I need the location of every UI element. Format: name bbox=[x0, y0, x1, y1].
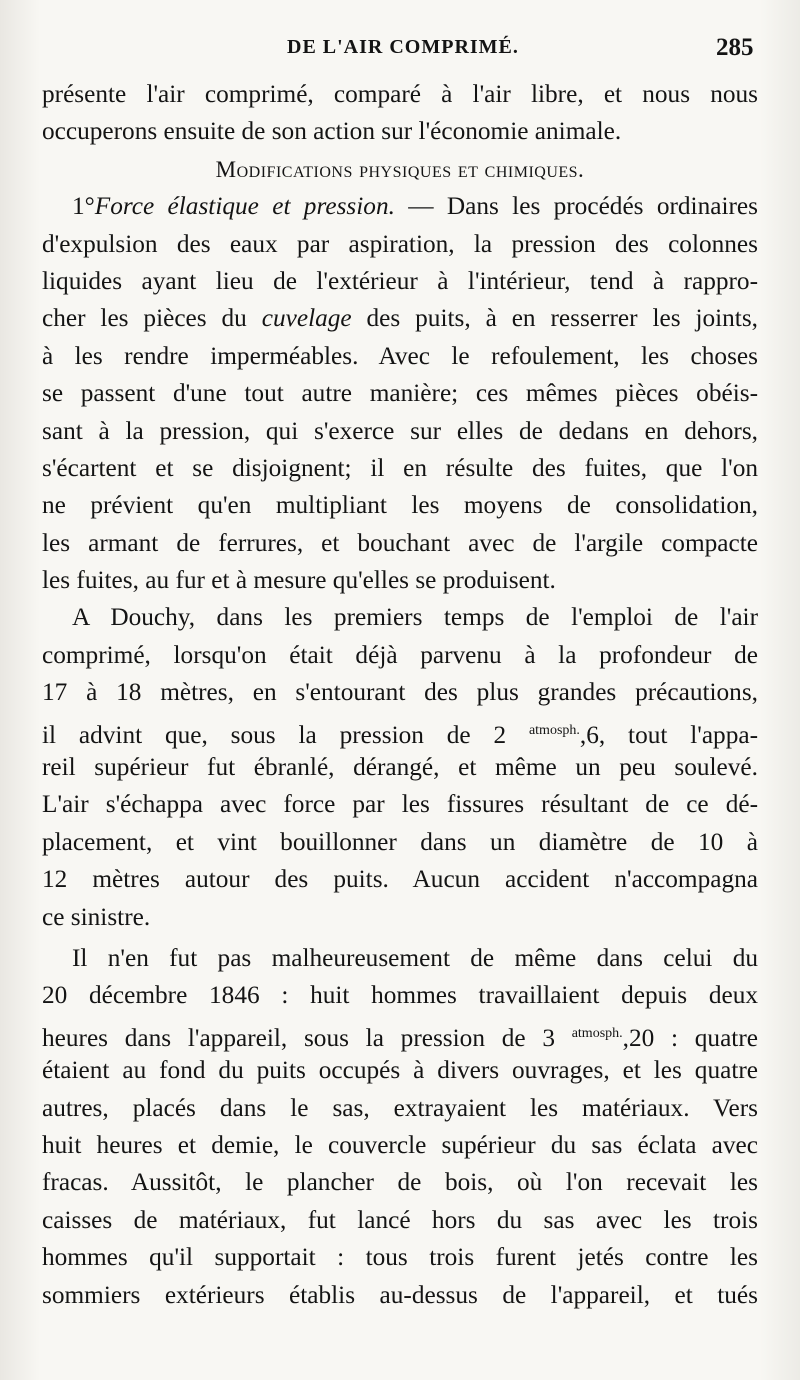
italic-term: cuvelage bbox=[261, 304, 352, 333]
text-line bbox=[42, 1015, 758, 1052]
section-heading: Modifications physiques et chimiques. bbox=[215, 156, 585, 182]
text-line: huit heures et demie, le couvercle supérieur du sas éclata avec bbox=[42, 1130, 758, 1159]
text-line: étaient au fond du puits occupés à divers ouvrages, et les quatre bbox=[42, 1056, 758, 1085]
text-line bbox=[42, 712, 758, 749]
text-line: ne prévient qu'en multipliant les moyens de consolidation, bbox=[42, 491, 758, 520]
text-line: 17 à 18 mètres, en s'entourant des plus grandes précautions, bbox=[42, 678, 758, 707]
text-line bbox=[42, 300, 758, 337]
text-line: se passent d'une tout autre manière; ces mêmes pièces obéis- bbox=[42, 379, 758, 408]
text-line: 20 décembre 1846 : huit hommes travaillaient depuis deux bbox=[42, 981, 758, 1010]
unit-superscript: atmosph. bbox=[571, 1025, 623, 1041]
text-line: liquides ayant lieu de l'extérieur à l'intérieur, tend à rappro- bbox=[42, 266, 758, 295]
text-run: cher les pièces du bbox=[42, 304, 262, 333]
text-line: occuperons ensuite de son action sur l'économie animale. bbox=[42, 117, 622, 146]
paragraph-start-line: Il n'en fut pas malheureusement de même dans celui du bbox=[72, 943, 758, 972]
body-text bbox=[42, 76, 758, 1314]
text-line: caisses de matériaux, fut lancé hors du sas avec les trois bbox=[42, 1205, 758, 1234]
text-run: — Dans les procédés ordinaires bbox=[394, 192, 758, 221]
text-line: à les rendre imperméables. Avec le refoulement, les choses bbox=[42, 341, 758, 370]
paragraph-start-line bbox=[42, 188, 758, 225]
text-line: présente l'air comprimé, comparé à l'air libre, et nous nous bbox=[42, 80, 758, 108]
text-line: d'expulsion des eaux par aspiration, la pression des colonnes bbox=[42, 229, 758, 258]
paragraph-start-line: A Douchy, dans les premiers temps de l'emploi de l'air bbox=[72, 603, 758, 632]
text-run: ,20 : quatre bbox=[622, 1023, 758, 1052]
text-line: fracas. Aussitôt, le plancher de bois, où l'on recevait les bbox=[42, 1168, 758, 1197]
text-line: hommes qu'il supportait : tous trois furent jetés contre les bbox=[42, 1243, 758, 1272]
text-line: 12 mètres autour des puits. Aucun accident n'accompagna bbox=[42, 865, 758, 894]
text-line: les armant de ferrures, et bouchant avec de l'argile compacte bbox=[42, 528, 758, 557]
text-line: les fuites, au fur et à mesure qu'elles se produisent. bbox=[42, 566, 556, 595]
page-header bbox=[0, 34, 800, 70]
text-line: placement, et vint bouillonner dans un diamètre de 10 à bbox=[42, 827, 758, 856]
subsection-title: Force élastique et pression. bbox=[94, 192, 395, 221]
text-line: autres, placés dans le sas, extrayaient les matériaux. Vers bbox=[42, 1093, 758, 1122]
page-number: 285 bbox=[716, 34, 754, 61]
text-line: s'écartent et se disjoignent; il en résulte des fuites, que l'on bbox=[42, 453, 758, 482]
text-run: des puits, à en resserrer les joints, bbox=[351, 304, 758, 333]
text-run: ,6, tout l'appa- bbox=[579, 720, 759, 749]
text-line: sommiers extérieurs établis au-dessus de l'appareil, et tués bbox=[42, 1280, 758, 1309]
text-line: sant à la pression, qui s'exerce sur elles de dedans en dehors, bbox=[42, 416, 758, 445]
text-line: reil supérieur fut ébranlé, dérangé, et même un peu soulevé. bbox=[42, 753, 758, 782]
unit-superscript: atmosph. bbox=[528, 722, 580, 738]
text-line: ce sinistre. bbox=[42, 902, 151, 931]
text-run: heures dans l'appareil, sous la pression de 3 bbox=[42, 1023, 572, 1052]
item-number: 1° bbox=[72, 192, 95, 221]
text-run: il advint que, sous la pression de 2 bbox=[42, 720, 529, 749]
text-line: comprimé, lorsqu'on était déjà parvenu à la profondeur de bbox=[42, 640, 758, 669]
running-title: DE L'AIR COMPRIMÉ. bbox=[287, 36, 519, 58]
text-line: L'air s'échappa avec force par les fissures résultant de ce dé- bbox=[42, 790, 758, 819]
